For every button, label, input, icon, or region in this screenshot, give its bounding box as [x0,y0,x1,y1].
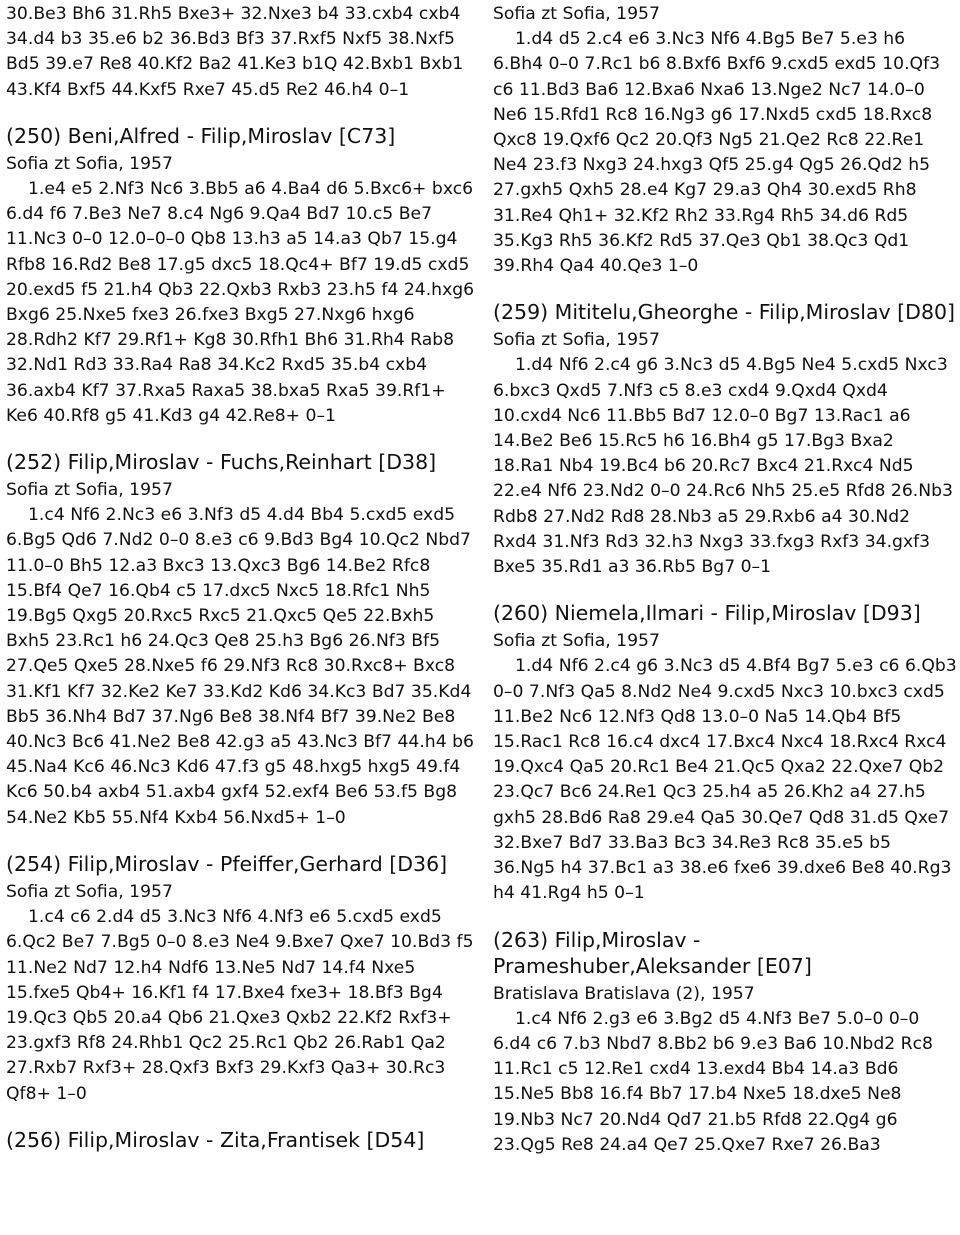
game-moves: 1.c4 Nf6 2.g3 e6 3.Bg2 d5 4.Nf3 Be7 5.0–0 0–0 6.d4 c6 7.b3 Nbd7 8.Bb2 b6 9.e3 Ba6 10.Nbd2 Rc8 11.Rc1 c5 12.Re1 cxd4 13.exd4 Bb4 14.a3 Bd6 15.Ne5 Bb8 16.f4 Bb7 17.b4 Nxe5 18.dxe5 Ne8 19.Nb3 Nc7 20.Nd4 Qd7 21.b5 Rfd8 22.Qg4 g6 23.Qg5 Re8 24.a4 Qe7 25.Qxe7 Rxe7 26.Ba3 [493,1008,933,1155]
game-header: (259) Mititelu,Gheorghe - Filip,Miroslav [D80] [493,300,956,325]
game-250 [6,123,476,429]
game-moves: 1.d4 Nf6 2.c4 g6 3.Nc3 d5 4.Bg5 Ne4 5.cxd5 Nxc3 6.bxc3 Qxd5 7.Nf3 c5 8.e3 cxd4 9.Qxd4 Qxd4 10.cxd4 Nc6 11.Bb5 Bd7 12.0–0 Bg7 13.Rac1 a6 14.Be2 Be6 15.Rc5 h6 16.Bh4 g5 17.Bg3 Bxa2 18.Ra1 Nb4 19.Bc4 b6 20.Rc7 Bxc4 21.Rxc4 Nd5 22.e4 Nf6 23.Nd2 0–0 24.Rc6 Nh5 25.e5 Rfd8 26.Nb3 Rdb8 27.Nd2 Rd8 28.Nb3 a5 29.Rxb6 a4 30.Nd2 Rxd4 31.Nf3 Rd3 32.h3 Nxg3 33.fxg3 Rxf3 34.gxf3 Bxe5 35.Rd1 a3 36.Rb5 Bg7 0–1 [493,355,953,578]
game-moves: 1.d4 Nf6 2.c4 g6 3.Nc3 d5 4.Bf4 Bg7 5.e3 c6 6.Qb3 0–0 7.Nf3 Qa5 8.Nd2 Ne4 9.cxd5 Nxc3 10.bxc3 cxd5 11.Be2 Nc6 12.Nf3 Qd8 13.0–0 Na5 14.Qb4 Bf5 15.Rac1 Rc8 16.c4 dxc4 17.Bxc4 Nxc4 18.Rxc4 Rxc4 19.Qxc4 Qa5 20.Rc1 Be4 21.Qc5 Qxa2 22.Qxe7 Qb2 23.Qc7 Bc6 24.Re1 Qc3 25.h4 a5 26.Kh2 a4 27.h5 gxh5 28.Bd6 Ra8 29.e4 Qa5 30.Qe7 Qd8 31.d5 Qxe7 32.Bxe7 Bd7 33.Ba3 Bc3 34.Re3 Rc8 35.e5 b5 36.Ng5 h4 37.Bc1 a3 38.e6 fxe6 39.dxe6 Be8 40.Rg3 h4 41.Rg4 h5 0–1 [493,656,957,904]
game-moves: 1.c4 Nf6 2.Nc3 e6 3.Nf3 d5 4.d4 Bb4 5.cxd5 exd5 6.Bg5 Qd6 7.Nd2 0–0 8.e3 c6 9.Bd3 Bg4 10.Qc2 Nbd7 11.0–0 Bh5 12.a3 Bxc3 13.Qxc3 Bg6 14.Be2 Rfc8 15.Bf4 Qe7 16.Qb4 c5 17.dxc5 Nxc5 18.Rfc1 Nh5 19.Bg5 Qxg5 20.Rxc5 Rxc5 21.Qxc5 Qe5 22.Bxh5 Bxh5 23.Rc1 h6 24.Qc3 Qe8 25.h3 Bg6 26.Nf3 Bf5 27.Qe5 Qxe5 28.Nxe5 f6 29.Nf3 Rc8 30.Rxc8+ Bxc8 31.Kf1 Kf7 32.Ke2 Ke7 33.Kd2 Kd6 34.Kc3 Bd7 35.Kd4 Bb5 36.Nh4 Bd7 37.Ng6 Be8 38.Nf4 Bf7 39.Ne2 Be8 40.Nc3 Bc6 41.Ne2 Be8 42.g3 a5 43.Nc3 Bf7 44.h4 b6 45.Na4 Kc6 46.Nc3 Kd6 47.f3 g5 48.hxg5 hxg5 49.f4 Kc6 50.b4 axb4 51.axb4 gxf4 52.exf4 Be6 53.f5 Bg8 54.Ne2 Kb5 55.Nf4 Kxb4 56.Nxd5+ 1–0 [6,505,474,828]
game-event: Bratislava Bratislava (2), 1957 [493,983,755,1004]
game-moves: 1.e4 e5 2.Nf3 Nc6 3.Bb5 a6 4.Ba4 d6 5.Bxc6+ bxc6 6.d4 f6 7.Be3 Ne7 8.c4 Ng6 9.Qa4 Bd7 10.c5 Be7 11.Nc3 0–0 12.0–0–0 Qb8 13.h3 a5 14.a3 Qb7 15.g4 Rfb8 16.Rd2 Be8 17.g5 dxc5 18.Qc4+ Bf7 19.d5 cxd5 20.exd5 f5 21.h4 Qb3 22.Qxb3 Rxb3 23.h5 f4 24.hxg6 Bxg6 25.Nxe5 fxe3 26.fxe3 Bxg5 27.Nxg6 hxg6 28.Rdh2 Kf7 29.Rf1+ Kg8 30.Rfh1 Bh6 31.Rh4 Rab8 32.Nd1 Rd3 33.Ra4 Ra8 34.Kc2 Rxd5 35.b4 cxb4 36.axb4 Kf7 37.Rxa5 Raxa5 38.bxa5 Rxa5 39.Rf1+ Ke6 40.Rf8 g5 41.Kd3 g4 42.Re8+ 0–1 [6,179,475,426]
game-event: Sofia zt Sofia, 1957 [6,480,173,501]
right-column [493,2,958,1178]
game-moves: 1.c4 c6 2.d4 d5 3.Nc3 Nf6 4.Nf3 e6 5.cxd5 exd5 6.Qc2 Be7 7.Bg5 0–0 8.e3 Ne4 9.Bxe7 Qxe7 10.Bd3 f5 11.Ne2 Nd7 12.h4 Ndf6 13.Ne5 Nd7 14.f4 Nxe5 15.fxe5 Qb4+ 16.Kf1 f4 17.Bxe4 fxe3+ 18.Bf3 Bg4 19.Qc3 Qb5 20.a4 Qb6 21.Qxe3 Qxb2 22.Kf2 Rxf3+ 23.gxf3 Rf8 24.Rhb1 Qc2 25.Rc1 Qb2 26.Rab1 Qa2 27.Rxb7 Rxf3+ 28.Qxf3 Bxf3 29.Kxf3 Qa3+ 30.Rc3 Qf8+ 1–0 [6,907,474,1104]
game-event: Sofia zt Sofia, 1957 [493,4,660,24]
game-header: (256) Filip,Miroslav - Zita,Frantisek [D54] [6,1127,425,1152]
left-column [6,2,476,1156]
game-259 [493,299,958,580]
game-event: Sofia zt Sofia, 1957 [6,153,173,174]
game-continuation: 30.Be3 Bh6 31.Rh5 Bxe3+ 32.Nxe3 b4 33.cxb4 cxb4 34.d4 b3 35.e6 b2 36.Bd3 Bf3 37.Rxf5 Nxf5 38.Nxf5 Bd5 39.e7 Re8 40.Kf2 Ba2 41.Ke3 b1Q 42.Bxb1 Bxb1 43.Kf4 Bxf5 44.Kxf5 Rxe7 45.d5 Re2 46.h4 0–1 [6,4,464,100]
game-event: Sofia zt Sofia, 1957 [6,881,173,902]
game-260 [493,600,958,906]
game-header: (260) Niemela,Ilmari - Filip,Miroslav [D93] [493,601,921,626]
game-256-continued [493,2,958,279]
game-252 [6,449,476,831]
game-263 [493,927,958,1158]
game-header: (252) Filip,Miroslav - Fuchs,Reinhart [D38] [6,450,437,475]
game-moves: 1.d4 d5 2.c4 e6 3.Nc3 Nf6 4.Bg5 Be7 5.e3 h6 6.Bh4 0–0 7.Rc1 b6 8.Bxf6 Bxf6 9.cxd5 exd5 10.Qf3 c6 11.Bd3 Ba6 12.Bxa6 Nxa6 13.Nge2 Nc7 14.0–0 Ne6 15.Rfd1 Rc8 16.Ng3 g6 17.Nxd5 cxd5 18.Rxc8 Qxc8 19.Qxf6 Qc2 20.Qf3 Ng5 21.Qe2 Rc8 22.Re1 Ne4 23.f3 Nxg3 24.hxg3 Qf5 25.g4 Qg5 26.Qd2 h5 27.gxh5 Qxh5 28.e4 Kg7 29.a3 Qh4 30.exd5 Rh8 31.Re4 Qh1+ 32.Kf2 Rh2 33.Rg4 Rh5 34.d6 Rd5 35.Kg3 Rh5 36.Kf2 Rd5 37.Qe3 Qb1 38.Qc3 Qd1 39.Rh4 Qa4 40.Qe3 1–0 [493,29,941,277]
game-header: (254) Filip,Miroslav - Pfeiffer,Gerhard [D36] [6,851,448,876]
game-254 [6,851,476,1107]
game-header: (250) Beni,Alfred - Filip,Miroslav [C73] [6,123,396,148]
game-header: (263) Filip,Miroslav - Prameshuber,Aleksander [E07] [493,927,812,978]
game-event: Sofia zt Sofia, 1957 [493,631,660,652]
game-event: Sofia zt Sofia, 1957 [493,330,660,351]
